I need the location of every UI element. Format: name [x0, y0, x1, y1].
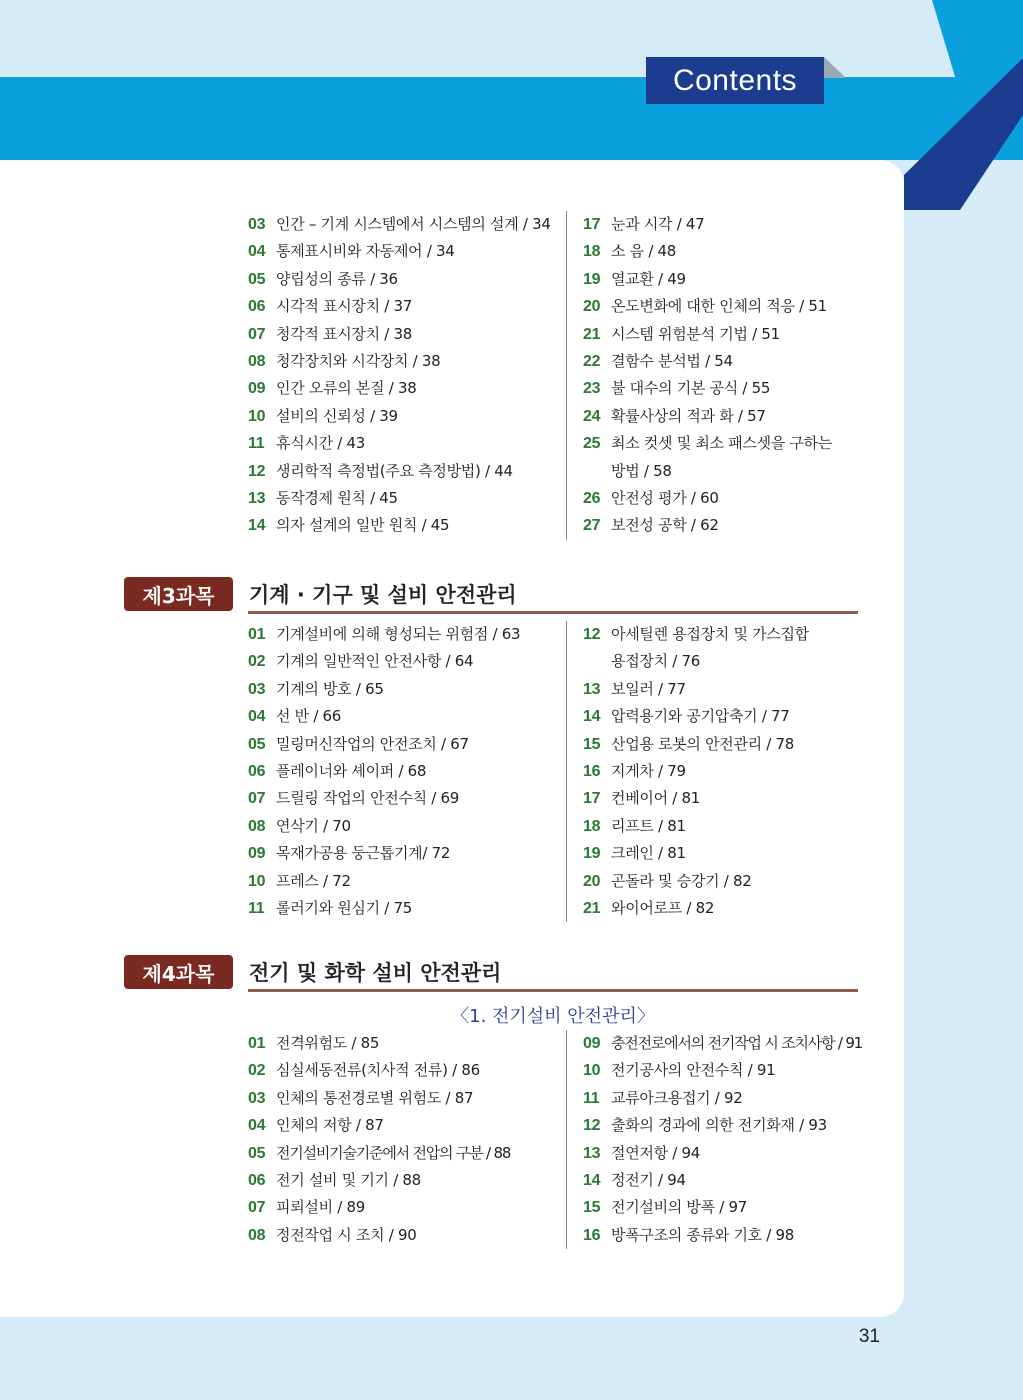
- entry-number: 01: [248, 1035, 266, 1052]
- entry-number: 09: [583, 1035, 601, 1052]
- entry-number: 26: [583, 490, 601, 508]
- toc-entry[interactable]: [248, 758, 566, 785]
- toc-entry[interactable]: [248, 430, 566, 457]
- entry-number: 07: [248, 1199, 266, 1217]
- toc-entry[interactable]: [583, 785, 856, 812]
- entry-title: 심실세동전류(치사적 전류) / 86: [276, 1061, 480, 1080]
- entry-number: 16: [583, 763, 601, 781]
- entry-title: 소 음 / 48: [611, 242, 677, 261]
- entry-title: 압력용기와 공기압축기 / 77: [611, 707, 790, 726]
- entry-number: 17: [583, 790, 601, 808]
- entry-number: 03: [248, 216, 266, 233]
- toc-entry[interactable]: [248, 238, 566, 265]
- toc-entry[interactable]: [583, 293, 856, 320]
- entry-number: 01: [248, 626, 266, 643]
- entry-number: 04: [248, 708, 266, 726]
- toc-entry[interactable]: [583, 813, 856, 840]
- entry-title: 산업용 로봇의 안전관리 / 78: [611, 734, 795, 753]
- entry-number: 14: [583, 1172, 601, 1190]
- toc-entry[interactable]: [248, 293, 566, 320]
- toc-entry[interactable]: [583, 375, 856, 402]
- toc-entry[interactable]: [248, 1167, 566, 1194]
- toc-subject3: [248, 621, 858, 922]
- entry-title: 불 대수의 기본 공식 / 55: [611, 379, 771, 398]
- toc-entry[interactable]: [248, 1140, 566, 1167]
- entry-number: 16: [583, 1226, 601, 1244]
- entry-number: 05: [248, 1144, 266, 1162]
- toc-entry[interactable]: [248, 485, 566, 512]
- entry-number: 05: [248, 735, 266, 753]
- entry-number: 11: [248, 435, 265, 453]
- toc-subject4: [248, 1030, 863, 1249]
- subject3-divider: [248, 611, 858, 614]
- toc-entry[interactable]: [248, 703, 566, 730]
- toc-entry[interactable]: [583, 512, 856, 539]
- entry-number: 03: [248, 680, 266, 698]
- entry-number: 14: [248, 517, 266, 535]
- entry-title: 목재가공용 둥근톱기계/ 72: [276, 844, 451, 863]
- entry-title: 보전성 공학 / 62: [611, 516, 719, 535]
- entry-number: 09: [248, 845, 266, 863]
- entry-number: 10: [248, 872, 266, 890]
- entry-title: 전기 설비 및 기기 / 88: [276, 1171, 421, 1190]
- toc-entry[interactable]: [583, 895, 856, 922]
- entry-title: 방폭구조의 종류와 기호 / 98: [611, 1225, 795, 1244]
- toc-entry[interactable]: [583, 1057, 856, 1084]
- toc-entry[interactable]: [583, 1222, 856, 1249]
- entry-title: 선 반 / 66: [276, 707, 342, 726]
- entry-title: 용접장치 / 76: [611, 652, 700, 671]
- entry-title: 인체의 통전경로별 위험도 / 87: [276, 1088, 474, 1107]
- entry-title: 리프트 / 81: [611, 816, 686, 835]
- toc-entry[interactable]: [583, 1112, 856, 1139]
- entry-number: 22: [583, 353, 601, 371]
- entry-title: 와이어로프 / 82: [611, 899, 715, 918]
- entry-number: 25: [583, 435, 601, 453]
- entry-title: 생리학적 측정법(주요 측정방법) / 44: [276, 461, 513, 480]
- entry-number: [583, 458, 611, 485]
- entry-title: 시스템 위험분석 기법 / 51: [611, 324, 780, 343]
- entry-title: 정전기 / 94: [611, 1171, 686, 1190]
- toc-entry[interactable]: [248, 512, 566, 539]
- entry-title: 인간 – 기계 시스템에서 시스템의 설계 / 34: [276, 215, 551, 233]
- entry-title: 눈과 시각 / 47: [611, 215, 705, 233]
- toc-entry[interactable]: [583, 211, 856, 238]
- entry-number: 13: [248, 490, 266, 508]
- entry-number: 07: [248, 325, 266, 343]
- entry-title: 지게차 / 79: [611, 762, 686, 781]
- entry-title: 연삭기 / 70: [276, 816, 351, 835]
- toc-column-left: [248, 211, 566, 540]
- entry-title: 절연저항 / 94: [611, 1143, 700, 1162]
- entry-title: 전격위험도 / 85: [276, 1034, 380, 1052]
- entry-number: 13: [583, 1144, 601, 1162]
- toc-entry[interactable]: [583, 1194, 856, 1221]
- entry-title: 통제표시비와 자동제어 / 34: [276, 242, 455, 261]
- entry-number: 12: [248, 462, 266, 480]
- entry-number: 06: [248, 763, 266, 781]
- page-number: 31: [858, 1326, 880, 1347]
- toc-entry[interactable]: [248, 840, 566, 867]
- entry-title: 드릴링 작업의 안전수칙 / 69: [276, 789, 460, 808]
- toc-entry[interactable]: [248, 868, 566, 895]
- entry-number: 12: [583, 626, 601, 643]
- toc-entry[interactable]: [248, 1085, 566, 1112]
- entry-title: 플레이너와 셰이퍼 / 68: [276, 762, 427, 781]
- entry-number: 24: [583, 407, 601, 425]
- entry-number: 21: [583, 325, 601, 343]
- entry-number: 18: [583, 243, 601, 261]
- toc-entry[interactable]: [248, 375, 566, 402]
- entry-number: 20: [583, 872, 601, 890]
- toc-entry[interactable]: [248, 1030, 566, 1057]
- toc-entry[interactable]: [583, 1167, 856, 1194]
- toc-entry[interactable]: [583, 676, 856, 703]
- entry-number: 12: [583, 1117, 601, 1135]
- entry-title: 열교환 / 49: [611, 269, 686, 288]
- toc-column-left: [248, 621, 566, 922]
- entry-title: 안전성 평가 / 60: [611, 489, 719, 508]
- entry-number: 02: [248, 653, 266, 671]
- entry-number: 11: [583, 1089, 600, 1107]
- toc-entry[interactable]: [248, 211, 566, 238]
- toc-entry[interactable]: [248, 621, 566, 648]
- entry-title: 곤돌라 및 승강기 / 82: [611, 871, 752, 890]
- entry-title: 아세틸렌 용접장치 및 가스집합: [611, 625, 809, 643]
- toc-column-right: [566, 621, 856, 922]
- toc-entry[interactable]: [248, 403, 566, 430]
- toc-entry[interactable]: [583, 266, 856, 293]
- toc-entry[interactable]: [583, 1140, 856, 1167]
- toc-entry[interactable]: [583, 731, 856, 758]
- entry-number: 08: [248, 817, 266, 835]
- entry-number: 06: [248, 298, 266, 316]
- toc-column-left: [248, 1030, 566, 1249]
- entry-title: 출화의 경과에 의한 전기화재 / 93: [611, 1116, 827, 1135]
- entry-title: 인체의 저항 / 87: [276, 1116, 384, 1135]
- entry-title: 전기공사의 안전수칙 / 91: [611, 1061, 776, 1080]
- entry-number: 07: [248, 790, 266, 808]
- toc-entry[interactable]: [583, 348, 856, 375]
- toc-entry[interactable]: [248, 1112, 566, 1139]
- entry-title: 크레인 / 81: [611, 844, 686, 863]
- entry-number: 06: [248, 1172, 266, 1190]
- entry-title: 밀링머신작업의 안전조치 / 67: [276, 734, 469, 753]
- entry-title: 전기설비의 방폭 / 97: [611, 1198, 747, 1217]
- toc-entry[interactable]: [583, 321, 856, 348]
- subject4-badge: 제4과목: [124, 955, 233, 989]
- entry-title: 롤러기와 원심기 / 75: [276, 899, 412, 918]
- entry-title: 확률사상의 적과 화 / 57: [611, 406, 766, 425]
- entry-number: 19: [583, 845, 601, 863]
- subject3-badge: 제3과목: [124, 577, 233, 611]
- entry-number: 27: [583, 517, 601, 535]
- toc-entry[interactable]: [583, 1085, 856, 1112]
- toc-entry[interactable]: [583, 703, 856, 730]
- entry-number: 04: [248, 243, 266, 261]
- toc-entry[interactable]: [248, 1222, 566, 1249]
- toc-entry[interactable]: [248, 458, 566, 485]
- entry-title: 방법 / 58: [611, 461, 672, 480]
- entry-number: 17: [583, 216, 601, 233]
- entry-title: 설비의 신뢰성 / 39: [276, 406, 398, 425]
- entry-title: 동작경제 원칙 / 45: [276, 489, 398, 508]
- entry-number: 18: [583, 817, 601, 835]
- entry-title: 최소 컷셋 및 최소 패스셋을 구하는: [611, 434, 833, 453]
- entry-title: 휴식시간 / 43: [276, 434, 365, 453]
- entry-number: 08: [248, 353, 266, 371]
- entry-number: 03: [248, 1089, 266, 1107]
- toc-entry[interactable]: [583, 1030, 863, 1057]
- toc-entry[interactable]: [248, 648, 566, 675]
- toc-entry[interactable]: [248, 321, 566, 348]
- entry-title: 청각장치와 시각장치 / 38: [276, 352, 441, 371]
- entry-title: 기계의 방호 / 65: [276, 679, 384, 698]
- toc-entry-continuation[interactable]: [583, 648, 856, 675]
- subject3-title: 기계 · 기구 및 설비 안전관리: [249, 583, 517, 607]
- toc-continued: [248, 211, 858, 540]
- entry-title: 정전작업 시 조치 / 90: [276, 1225, 417, 1244]
- entry-title: 의자 설계의 일반 원칙 / 45: [276, 516, 450, 535]
- entry-number: 08: [248, 1226, 266, 1244]
- toc-entry[interactable]: [583, 840, 856, 867]
- entry-title: 피뢰설비 / 89: [276, 1198, 365, 1217]
- entry-number: 15: [583, 735, 601, 753]
- toc-entry-continuation[interactable]: [583, 458, 856, 485]
- toc-entry[interactable]: [248, 1194, 566, 1221]
- entry-number: 13: [583, 680, 601, 698]
- entry-title: 온도변화에 대한 인체의 적응 / 51: [611, 297, 827, 316]
- toc-entry[interactable]: [583, 430, 856, 457]
- entry-title: 보일러 / 77: [611, 679, 686, 698]
- toc-entry[interactable]: [248, 731, 566, 758]
- toc-entry[interactable]: [248, 785, 566, 812]
- entry-title: 결함수 분석법 / 54: [611, 352, 733, 371]
- entry-number: 21: [583, 900, 601, 918]
- entry-title: 컨베이어 / 81: [611, 789, 700, 808]
- entry-number: 10: [248, 407, 266, 425]
- entry-number: 04: [248, 1117, 266, 1135]
- contents-title: Contents: [646, 57, 824, 104]
- entry-title: 시각적 표시장치 / 37: [276, 297, 412, 316]
- toc-entry[interactable]: [583, 485, 856, 512]
- toc-column-right: [566, 1030, 863, 1249]
- entry-title: 인간 오류의 본질 / 38: [276, 379, 417, 398]
- entry-number: 05: [248, 270, 266, 288]
- entry-number: 09: [248, 380, 266, 398]
- entry-title: 전기설비기술기준에서 전압의 구분 / 88: [276, 1143, 511, 1162]
- toc-entry[interactable]: [248, 348, 566, 375]
- entry-number: 14: [583, 708, 601, 726]
- entry-title: 충전전로에서의 전기작업 시 조치사항 / 91: [611, 1034, 863, 1052]
- toc-entry[interactable]: [248, 895, 566, 922]
- toc-entry[interactable]: [583, 238, 856, 265]
- toc-entry[interactable]: [583, 758, 856, 785]
- subject4-title: 전기 및 화학 설비 안전관리: [249, 961, 502, 985]
- toc-entry[interactable]: [248, 813, 566, 840]
- entry-number: 10: [583, 1062, 601, 1080]
- toc-entry[interactable]: [248, 266, 566, 293]
- toc-entry[interactable]: [248, 676, 566, 703]
- toc-entry[interactable]: [583, 403, 856, 430]
- toc-entry[interactable]: [583, 868, 856, 895]
- entry-number: 15: [583, 1199, 601, 1217]
- subsection-heading: 〈1. 전기설비 안전관리〉: [451, 1006, 655, 1027]
- toc-entry[interactable]: [248, 1057, 566, 1084]
- entry-number: 23: [583, 380, 601, 398]
- entry-number: 11: [248, 900, 265, 918]
- entry-title: 교류아크용접기 / 92: [611, 1088, 743, 1107]
- entry-title: 양립성의 종류 / 36: [276, 269, 398, 288]
- entry-number: 19: [583, 270, 601, 288]
- entry-number: [583, 648, 611, 675]
- entry-title: 기계설비에 의해 형성되는 위험점 / 63: [276, 625, 521, 643]
- subject3-heading: [124, 577, 858, 613]
- entry-title: 청각적 표시장치 / 38: [276, 324, 412, 343]
- entry-title: 프레스 / 72: [276, 871, 351, 890]
- entry-number: 02: [248, 1062, 266, 1080]
- entry-number: 20: [583, 298, 601, 316]
- toc-entry[interactable]: [583, 621, 856, 648]
- toc-column-right: [566, 211, 856, 540]
- subject4-heading: [124, 955, 858, 991]
- entry-title: 기계의 일반적인 안전사항 / 64: [276, 652, 474, 671]
- subject4-divider: [248, 989, 858, 992]
